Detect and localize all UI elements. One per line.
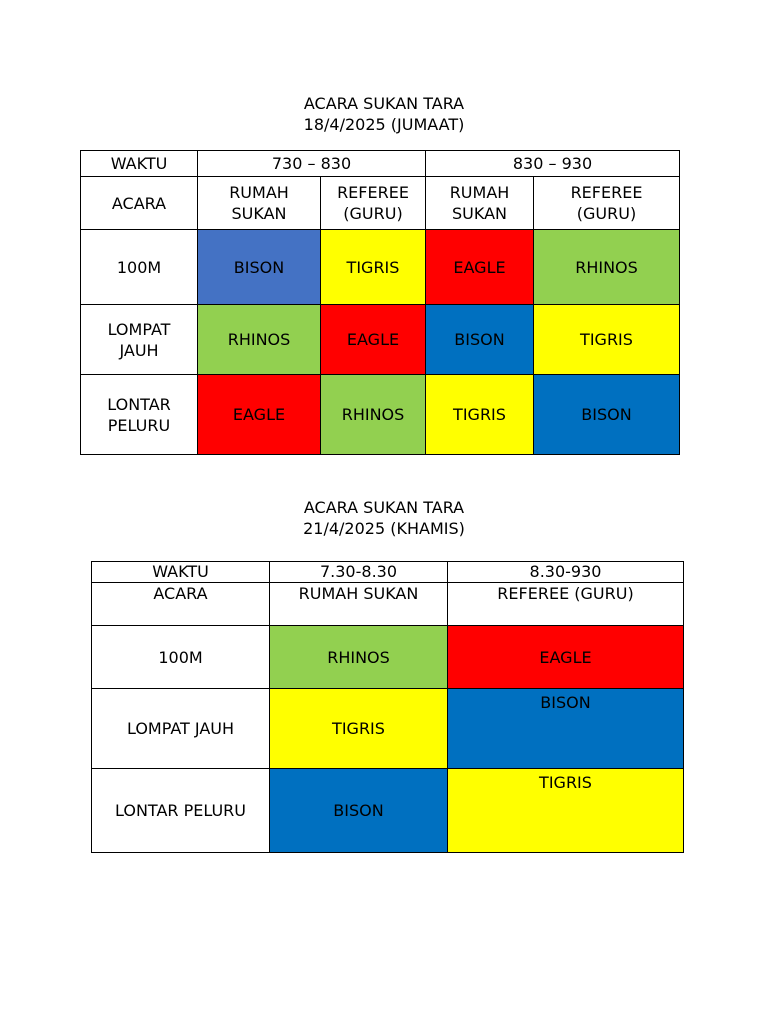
header-rumah-sukan: RUMAH SUKAN — [270, 583, 448, 626]
house-cell: EAGLE — [426, 230, 534, 305]
schedule-2-title — [0, 497, 768, 539]
event-label-line-1: LONTAR — [107, 394, 171, 414]
schedule-1-title-line-2: 18/4/2025 (JUMAAT) — [303, 115, 465, 134]
header-referee-1 — [321, 177, 426, 230]
referee-cell: TIGRIS — [321, 230, 426, 305]
event-cell — [81, 230, 198, 305]
house-cell: BISON — [270, 769, 448, 853]
house-cell: RHINOS — [198, 305, 321, 375]
header-rumah-sukan-1 — [198, 177, 321, 230]
header-referee: REFEREE (GURU) — [448, 583, 684, 626]
referee-cell-text: BISON — [540, 693, 591, 712]
table-row — [81, 230, 680, 305]
header-slot-2: 830 – 930 — [426, 151, 680, 177]
header-waktu: WAKTU — [92, 562, 270, 583]
schedule-2-title-line-1: ACARA SUKAN TARA — [303, 498, 465, 517]
header-rumah-line-1: RUMAH — [449, 183, 510, 202]
header-slot-1: 7.30-8.30 — [270, 562, 448, 583]
event-cell — [81, 375, 198, 455]
event-label-line-1: LOMPAT — [107, 319, 171, 339]
header-referee-line-1: REFEREE — [570, 183, 643, 202]
header-row-waktu — [92, 562, 684, 583]
header-referee-2 — [534, 177, 680, 230]
header-row-acara — [81, 177, 680, 230]
referee-cell: BISON — [534, 375, 680, 455]
referee-cell: EAGLE — [448, 626, 684, 689]
referee-cell-text: TIGRIS — [539, 773, 592, 792]
house-cell: EAGLE — [198, 375, 321, 455]
house-cell: BISON — [198, 230, 321, 305]
header-rumah-sukan-2 — [426, 177, 534, 230]
referee-cell: RHINOS — [534, 230, 680, 305]
event-cell: 100M — [92, 626, 270, 689]
house-cell: TIGRIS — [426, 375, 534, 455]
table-row — [81, 305, 680, 375]
header-slot-1: 730 – 830 — [198, 151, 426, 177]
event-label: 100M — [116, 257, 162, 277]
header-waktu: WAKTU — [81, 151, 198, 177]
table-row — [92, 626, 684, 689]
schedule-1-title — [0, 93, 768, 135]
referee-cell — [448, 689, 684, 769]
table-row — [92, 689, 684, 769]
house-cell: TIGRIS — [270, 689, 448, 769]
table-row — [81, 375, 680, 455]
header-acara: ACARA — [81, 177, 198, 230]
event-label-line-2: PELURU — [107, 415, 171, 435]
house-cell: RHINOS — [270, 626, 448, 689]
header-rumah-line-1: RUMAH — [229, 183, 289, 202]
event-cell — [81, 305, 198, 375]
referee-cell: RHINOS — [321, 375, 426, 455]
referee-cell: EAGLE — [321, 305, 426, 375]
header-referee-line-2: (GURU) — [576, 204, 637, 223]
header-referee-line-2: (GURU) — [343, 204, 403, 223]
table-row — [92, 769, 684, 853]
schedule-2-title-line-2: 21/4/2025 (KHAMIS) — [303, 519, 465, 538]
schedule-2-table — [91, 561, 684, 853]
house-cell: BISON — [426, 305, 534, 375]
header-slot-2: 8.30-930 — [448, 562, 684, 583]
header-acara: ACARA — [92, 583, 270, 626]
header-row-waktu — [81, 151, 680, 177]
header-referee-line-1: REFEREE — [337, 183, 409, 202]
header-row-acara — [92, 583, 684, 626]
event-cell: LOMPAT JAUH — [92, 689, 270, 769]
header-rumah-line-2: SUKAN — [452, 204, 507, 223]
schedule-1-table — [80, 150, 680, 455]
schedule-1-title-line-1: ACARA SUKAN TARA — [303, 94, 465, 113]
event-label-line-2: JAUH — [119, 340, 159, 360]
event-cell: LONTAR PELURU — [92, 769, 270, 853]
header-rumah-line-2: SUKAN — [231, 204, 287, 223]
referee-cell: TIGRIS — [534, 305, 680, 375]
referee-cell — [448, 769, 684, 853]
